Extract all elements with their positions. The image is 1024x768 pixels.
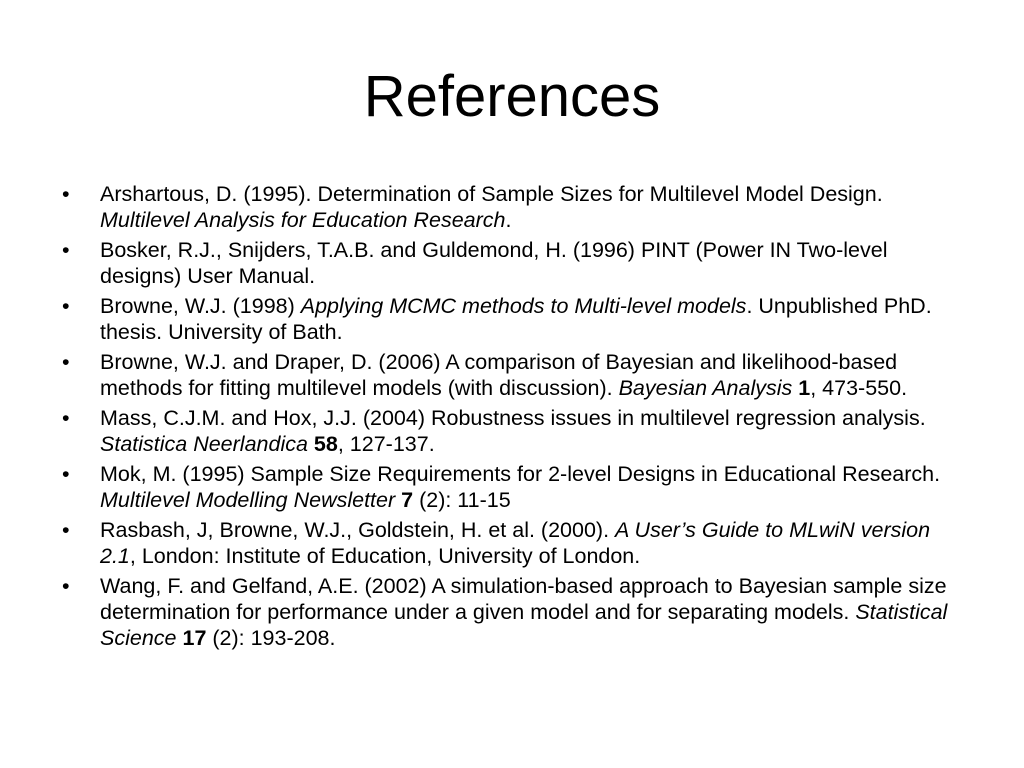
reference-item xyxy=(62,293,962,345)
reference-source-title: Statistica Neerlandica xyxy=(100,432,308,456)
reference-item xyxy=(62,517,962,569)
bullet-icon: • xyxy=(62,182,70,206)
reference-segment: , 127-137. xyxy=(337,432,435,456)
reference-item xyxy=(62,573,962,651)
reference-item xyxy=(62,461,962,513)
reference-text xyxy=(100,406,926,456)
reference-text xyxy=(100,182,883,232)
reference-segment: (2): 193-208. xyxy=(206,626,336,650)
reference-segment: Browne, W.J. (1998) xyxy=(100,294,301,318)
reference-volume: 17 xyxy=(182,626,207,650)
reference-segment: Mok, M. (1995) Sample Size Requirements for 2-level Designs in Educational Research. xyxy=(100,462,941,486)
reference-source-title: A User’s Guide to MLwiN version 2.1 xyxy=(100,518,931,568)
reference-source-title: Multilevel Analysis for Education Research xyxy=(100,208,506,232)
reference-segment: , London: Institute of Education, University of London. xyxy=(129,544,641,568)
reference-segment: Browne, W.J. and Draper, D. (2006) A comparison of Bayesian and likelihood-based methods for fitting multilevel models (with discussion). xyxy=(100,350,898,400)
reference-source-title: Bayesian Analysis xyxy=(618,376,793,400)
reference-segment: . xyxy=(505,208,512,232)
reference-segment: , 473-550. xyxy=(810,376,908,400)
reference-source-title: Applying MCMC methods to Multi-level models xyxy=(300,294,747,318)
reference-item xyxy=(62,405,962,457)
reference-text xyxy=(100,462,940,512)
reference-source-title: Multilevel Modelling Newsletter xyxy=(100,488,396,512)
reference-segment: (2): 11-15 xyxy=(413,488,511,512)
bullet-icon: • xyxy=(62,238,70,262)
reference-segment: Rasbash, J, Browne, W.J., Goldstein, H. et al. (2000). xyxy=(100,518,616,542)
bullet-icon: • xyxy=(62,350,70,374)
reference-segment: Arshartous, D. (1995). Determination of Sample Sizes for Multilevel Model Design. xyxy=(100,182,883,206)
bullet-icon: • xyxy=(62,294,70,318)
bullet-icon: • xyxy=(62,574,70,598)
reference-text xyxy=(100,518,930,568)
reference-segment: Mass, C.J.M. and Hox, J.J. (2004) Robustness issues in multilevel regression analysis. xyxy=(100,406,926,430)
reference-text xyxy=(100,238,887,288)
bullet-icon: • xyxy=(62,406,70,430)
reference-item xyxy=(62,237,962,289)
reference-volume: 58 xyxy=(313,432,338,456)
reference-text xyxy=(100,574,947,650)
reference-item xyxy=(62,349,962,401)
reference-segment: Wang, F. and Gelfand, A.E. (2002) A simulation-based approach to Bayesian sample size determination for performance under a given model and for separating models. xyxy=(100,574,947,624)
bullet-icon: • xyxy=(62,462,70,486)
reference-segment: . Unpublished PhD. thesis. University of Bath. xyxy=(100,294,932,344)
reference-volume: 1 xyxy=(798,376,811,400)
reference-list xyxy=(62,181,962,655)
bullet-icon: • xyxy=(62,518,70,542)
reference-text xyxy=(100,294,932,344)
slide-title: References xyxy=(363,64,661,129)
reference-text xyxy=(100,350,907,400)
reference-source-title: Statistical Science xyxy=(100,600,948,650)
reference-item xyxy=(62,181,962,233)
reference-segment: Bosker, R.J., Snijders, T.A.B. and Guldemond, H. (1996) PINT (Power IN Two-level designs) User Manual. xyxy=(100,238,888,288)
reference-volume: 7 xyxy=(401,488,414,512)
